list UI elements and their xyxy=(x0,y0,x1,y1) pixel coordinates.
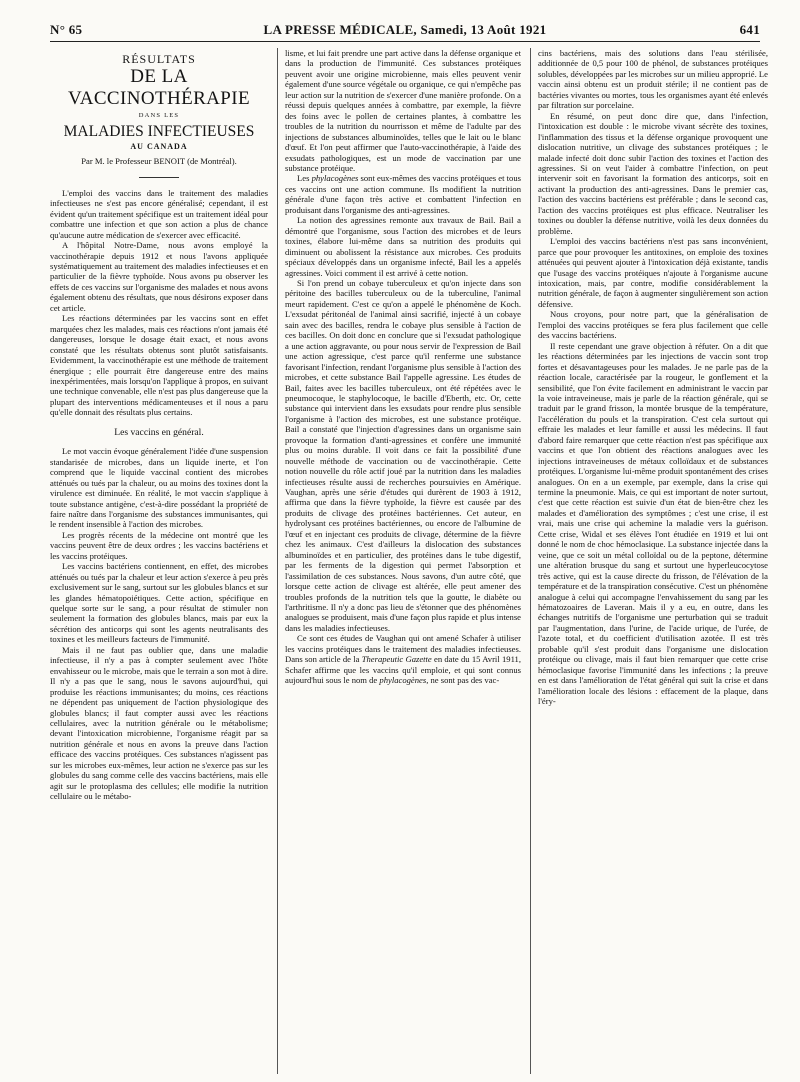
paragraph: lisme, et lui fait prendre une part active dans la défense organique et dans la production de l'immunité. Ces substances protéiques peuvent avoir une origine microbienne, mais elles peuvent venir également d'une source végétale ou organique, ce qui n'empêche pas leur action sur la nutrition de s'exercer d'une manière profonde. On a réussi depuis quelques années à combattre, par exemple, la fièvre des foins avec le pollen de certaines plantes, à combattre les troubles de la nutrition du nourrisson et même de l'adulte par des injections de substances albuminoïdes, telles que le lait ou le blanc d'œuf. Et l'on peut affirmer que l'auto-vaccinothérapie, à l'aide des exsudats pathologiques, est un mode de vaccination par une substance protéique. xyxy=(285,48,521,173)
paragraph: cins bactériens, mais des solutions dans l'eau stérilisée, additionnée de 0,5 pour 100 de phénol, de substances protéiques solubles, développées par les microbes sur un milieu approprié. Le vaccin ainsi obtenu est un produit stérile; il ne contient pas de bactéries vivantes ou mortes, tous les organismes ayant été enlevés par filtration sur porcelaine. xyxy=(538,48,768,111)
article-location: AU CANADA xyxy=(130,141,188,151)
term-phylacogenes: phylacogènes xyxy=(311,173,359,184)
text-run: en date du 15 Avril 1911, Schafer affirme que les vaccins qu'il emploie, et qui sont connus aujourd'hui sous le nom de xyxy=(285,654,521,686)
paragraph: A l'hôpital Notre-Dame, nous avons employé la vaccinothérapie depuis 1912 et nous l'avons appliquée systématiquement au traitement des maladies infectieuses et en particulier de la fièvre typhoïde. Nous avons pu observer les effets de ces vaccins sur l'organisme des malades et nous avons également obtenu des résultats, que nous désirons exposer dans cet article. xyxy=(50,240,268,313)
article-author: Par M. le Professeur BENOIT (de Montréal). xyxy=(81,156,237,167)
text-run: Les xyxy=(297,173,312,184)
paragraph xyxy=(285,173,521,215)
paragraph: L'emploi des vaccins bactériens n'est pas sans inconvénient, parce que pour provoquer les antitoxines, on emploie des toxines atténuées qui peuvent ajouter à l'intoxication déjà existante, tandis que l'usage des vaccins protéiques n'ajoute à l'organisme aucune intoxication, mais, par contre, modifie considérablement la nutrition générale, de façon à augmenter singulièrement son action défensive. xyxy=(538,236,768,309)
text-run: , ne sont pas des vac- xyxy=(426,675,500,686)
text-run: Ce sont ces études de Vaughan qui ont amené Schafer à utiliser les vaccins protéiques dans le traitement des maladies infectieuses. Dans son article de la xyxy=(285,633,521,665)
term-phylacogenes: phylacogènes xyxy=(379,675,427,686)
column-3 xyxy=(538,48,768,1074)
paragraph: Il reste cependant une grave objection à réfuter. On a dit que les réactions déterminées par les injections de vaccin sont trop fortes et désavantageuses pour les malades. Je ne parle pas de la réaction locale, caractérisée par la rougeur, le gonflement et la sensibilité, que l'on évite facilement en administrant le vaccin par la voie intraveineuse, mais je parle de la réaction générale, qui se traduit par le grand frisson, la montée brusque de la température, l'accélération du pouls et la transpiration. C'est cela surtout qui effraie les malades et leur famille et aussi les médecins. Il faut d'abord faire remarquer que cette réaction n'est pas spécifique aux vaccins et que l'on obtient des réactions analogues avec les injections intraveineuses de métaux colloïdaux et de substances protéiques. L'organisme lui-même produit spontanément des crises analogues. On en a un exemple, par exemple, dans la crise qui termine la pneumonie. Mais, ce qui est important de noter surtout, c'est que cette réaction est suivie d'un état de bien-être chez les malades et d'amélioration des symptômes ; c'est une crise, il est vrai, mais une crise qui achemine la maladie vers la guérison. Cette crise, Widal et ses élèves l'ont étudiée en 1919 et lui ont donné le nom de choc hémoclasique. La substance injectée dans la veine, que ce soit un métal colloïdal ou de la peptone, détermine une altération brusque du sang et surtout une hyperleucocytose très active, qui est la cause directe du frisson, de l'élévation de la température et de la transpiration consécutive. C'est un phénomène analogue à celui qui accompagne l'envahissement du sang par les hématozoaires de Laveran. Mais il y a eu, en outre, dans les échanges nutritifs de l'organisme une perturbation qui se traduit par l'augmentation, dans l'urine, de l'acide urique, de l'urée, de l'azote total, et du coefficient d'utilisation azotée. Il est très probable qu'il s'est produit dans l'organisme une dislocation protéique ou clivage, mais il faut bien remarquer que cette crise hémoclasique favorise l'immunité dans les infections ; la preuve en est dans l'amélioration de l'état général qui suit la crise et dans l'amélioration locale des lésions : effacement de la plaque, dans l'éry- xyxy=(538,340,768,707)
paragraph: Les progrès récents de la médecine ont montré que les vaccins peuvent être de deux ordres ; les vaccins bactériens et les vaccins protéiques. xyxy=(50,529,268,561)
paragraph xyxy=(285,633,521,685)
header-rule xyxy=(50,41,760,42)
article-title-line2: MALADIES INFECTIEUSES xyxy=(63,122,255,140)
issue-number: N° 65 xyxy=(50,22,83,37)
text-run: sont eux-mêmes des vaccins protéiques et tous ces vaccins ont une action commune. Ils modifient la nutrition générale d'une façon très active et combattent l'infection en produisant dans l'organisme des anti-agressines. xyxy=(285,173,521,215)
article-title-connector: DANS LES xyxy=(138,112,180,120)
paragraph: Le mot vaccin évoque généralement l'idée d'une suspension standarisée de microbes, dans un liquide inerte, et l'on comprend que le liquide vaccinal contient des microbes atténués ou tués par la chaleur, ou au moins des toxines dont la virulence est diminuée. En réalité, le mot vaccin s'applique à toute substance antigène, c'est-à-dire possédant la propriété de faire naître dans l'organisme des substances immunisantes, qui le rendent insensible à l'action des microbes. xyxy=(50,446,268,530)
column-1 xyxy=(50,48,268,1074)
paragraph: En résumé, on peut donc dire que, dans l'infection, l'intoxication est double : le microbe vivant sécrète des toxines, l'inflammation des tissus et la défense organique provoquent une dislocation nutritive, un clivage des substances protéiques ; le malade infecté doit donc subir l'action des toxines et l'action des agressines. Si on veut l'aider à combattre l'infection, on peut intervenir soit en favorisant la formation des anticorps, soit en activant la production des anti-agressines. Dans le premier cas, l'action des vaccins bactériens est préférable ; dans le second cas, l'action des vaccins protéiques est plus efficace. Neutraliser les toxines ou doubler la défense nutritive, voilà les deux données du problème. xyxy=(538,110,768,236)
column-2 xyxy=(285,48,521,1074)
paragraph: Si l'on prend un cobaye tuberculeux et qu'on injecte dans son péritoine des bacilles tuberculeux ou de la tuberculine, l'animal meurt rapidement. C'est ce qu'on a appelé le phénomène de Koch. L'exsudat péritonéal de l'animal ainsi sacrifié, injecté à un cobaye sain avec des bacilles, rendra le cobaye plus sensible à l'action de ces bacilles. On doit donc en conclure que si l'exsudat pathologique a une action aggravante, ou pour nous servir de l'expression de Bail une action agressique, c'est parce qu'il renferme une substance favorisant l'infection, rendant l'organisme plus sensible à l'action des microbes, et cette substance Bail l'appelle agressine. Les études de Bail, faites avec les bacilles tuberculeux, ont été répétées avec le pneumocoque, le staphylocoque, le bacille d'Eberth, etc. Or, cette substance qui intervient dans les exsudats pour rendre plus sensible l'organisme à l'action des microbes, est une substance protéique. Bail a constaté que l'injection d'agressines dans un organisme sain provoque la formation d'anti-agressines et confère une immunité plus ou moins durable. Il voit dans ce fait la possibilité d'une nouvelle méthode de vaccination ou de vaccinothérapie. Cette notion nouvelle du rôle actif joué par la nutrition dans les maladies infectieuses résulte aussi de recherches poursuivies en Amérique. Vaughan, après une série d'études qui durèrent de 1903 à 1912, affirma que dans la fièvre typhoïde, la fièvre est causée par des produits de clivage des protéines bactériennes. Cet auteur, en hydrolysant ces protéines bactériennes, ou encore de l'albumine de l'œuf et en injectant ces produits de clivage, détermine de la fièvre chez les animaux. C'est d'ailleurs la dislocation des substances albuminoïdes et en particulier, des protéines dans le tube digestif, par les ferments de la digestion qui permet l'absorption et l'assimilation de ces substances. Nous savons, d'un autre côté, que lorsque cette action de clivage est altérée, elle peut amener des troubles profonds de la nutrition tels que la goutte, le diabète ou l'arthritisme. Il n'y a donc pas lieu de s'étonner que des phénomènes analogues se produisent, mais d'une façon plus rapide et plus intense dans les maladies infectieuses. xyxy=(285,277,521,633)
journal-title: LA PRESSE MÉDICALE, Samedi, 13 Août 1921 xyxy=(263,22,547,37)
column-divider xyxy=(277,48,278,1074)
journal-name: Therapeutic Gazette xyxy=(361,654,432,665)
paragraph: Nous croyons, pour notre part, que la généralisation de l'emploi des vaccins protéiques se fera plus facilement que celle des vaccins bactériens. xyxy=(538,309,768,341)
paragraph: Mais il ne faut pas oublier que, dans une maladie infectieuse, il n'y a pas à compter seulement avec l'hôte envahisseur ou le microbe, mais que le terrain a son mot à dire. Il n'y a pas que le sang, nous le savons aujourd'hui, qui produise les réactions immunisantes; du moins, ces réactions ne dépendent pas uniquement de l'action physiologique des globules blancs; il faut compter aussi avec les réactions cellulaires, avec la nutrition générale ou le métabolisme; devant l'intoxication microbienne, l'organisme réagit par sa nutrition générale et nous en avons la preuve dans l'action efficace des vaccins protéiques. Ces substances n'agissent pas sur les microbes eux-mêmes, leur action ne s'exerce pas sur les globules du sang comme celle des vaccins bactériens, mais elle agit sur le protoplasma des cellules; elle modifie la nutrition cellulaire ou le métabo- xyxy=(50,644,268,802)
article-title-line1: DE LA VACCINOTHÉRAPIE xyxy=(68,66,250,110)
title-rule xyxy=(139,177,179,178)
column-divider xyxy=(530,48,531,1074)
page-header xyxy=(50,22,760,38)
section-heading: Les vaccins en général. xyxy=(114,426,204,438)
article-kicker: RÉSULTATS xyxy=(122,52,196,66)
paragraph: Les vaccins bactériens contiennent, en effet, des microbes atténués ou tués par la chaleur et leur action s'exerce à peu près exclusivement sur le sang, surtout sur les globules blancs et sur les glandes hématopoiétiques. Cette action, spécifique en quelque sorte sur le sang, a pour résultat de stimuler non seulement la formation des globules blancs, mais par eux la sécrétion des anticorps qui sont les agents neutralisants des toxines et les meilleurs facteurs de l'immunité. xyxy=(50,561,268,645)
paragraph: Les réactions déterminées par les vaccins sont en effet marquées chez les malades, mais ces réactions n'ont jamais été dangereuses, lorsque le dosage était exact, et nous avons constaté que les résultats obtenus sont plutôt satisfaisants. Evidemment, la vaccinothérapie est une méthode de traitement énergique ; elle pourrait être dangereuse entre des mains inexpérimentées, mais lorsqu'on l'applique à propos, en suivant une technique convenable, elle n'est pas plus dangereuse que la plupart des interventions médicamenteuses et il nous a paru qu'elle donnait des résultats plus certains. xyxy=(50,313,268,418)
paragraph: La notion des agressines remonte aux travaux de Bail. Bail a démontré que l'organisme, sous l'action des microbes et de leurs toxines, élabore lui-même dans sa nutrition des produits qui diminuent ou abolissent la résistance aux microbes. Ces produits spéciaux développés dans un organisme infecté, Bail les a appelés agressines. Voici comment il est arrivé à cette notion. xyxy=(285,215,521,278)
paragraph: L'emploi des vaccins dans le traitement des maladies infectieuses ne s'est pas encore généralisé; cependant, il est évident qu'un traitement spécifique est un traitement idéal pour combattre une infection et que son action a plus de chance qu'aucune autre médication de s'exercer avec efficacité. xyxy=(50,187,268,240)
page-number: 641 xyxy=(739,22,760,37)
